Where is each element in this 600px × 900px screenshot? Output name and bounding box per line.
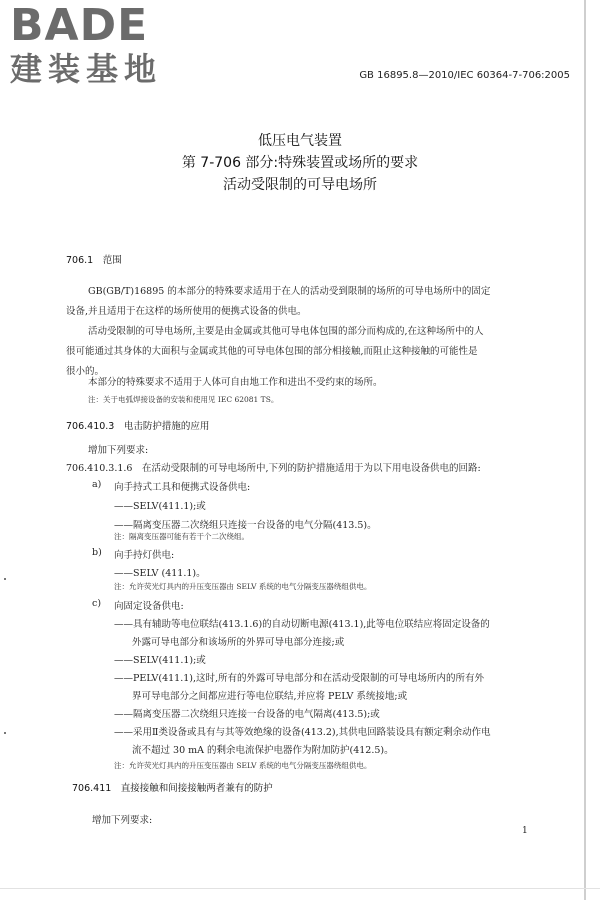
list-subitem-cont: 界可导电部分之间都应进行等电位联结,并应将 PELV 系统接地;或 xyxy=(132,691,408,702)
list-item-a: 向手持式工具和便携式设备供电: xyxy=(114,482,251,493)
title-line-1: 低压电气装置 xyxy=(258,133,342,149)
logo-latin: BADE xyxy=(10,0,149,51)
scan-edge-bottom xyxy=(0,888,600,889)
list-subitem: ——SELV(411.1);或 xyxy=(114,655,206,666)
list-item-c: 向固定设备供电: xyxy=(114,601,184,612)
list-subitem-cont: 流不超过 30 mA 的剩余电流保护电器作为附加防护(412.5)。 xyxy=(132,745,394,756)
section-heading-protection: 706.410.3 电击防护措施的应用 xyxy=(66,421,210,432)
list-subitem: ——PELV(411.1),这时,所有的外露可导电部分和在活动受限制的可导电场所内的所有外 xyxy=(114,673,485,684)
list-label-a: a) xyxy=(92,479,102,490)
paragraph-line: 很小的。 xyxy=(66,366,105,377)
logo-cjk: 建装基地 xyxy=(10,50,163,88)
list-subitem: ——隔离变压器二次绕组只连接一台设备的电气隔离(413.5);或 xyxy=(114,709,380,720)
list-subitem: ——采用Ⅱ类设备或具有与其等效绝缘的设备(413.2),其供电回路装设具有额定剩余动作电 xyxy=(114,727,491,738)
scan-speck xyxy=(4,578,6,580)
paragraph-line: 很可能通过其身体的大面积与金属或其他的可导电体包围的部分相接触,而阻止这种接触的可能性是 xyxy=(66,346,478,357)
scan-speck xyxy=(4,732,6,734)
note: 注：关于电弧焊接设备的安装和使用见 IEC 62081 TS。 xyxy=(88,395,279,404)
page-number: 1 xyxy=(522,826,528,836)
paragraph-line: 增加下列要求: xyxy=(88,445,149,456)
paragraph-line: GB(GB/T)16895 的本部分的特殊要求适用于在人的活动受到限制的场所的可导电场所中的固定 xyxy=(88,286,491,297)
paragraph-line: 设备,并且适用于在这样的场所使用的便携式设备的供电。 xyxy=(66,306,307,317)
clause-line: 706.410.3.1.6 在活动受限制的可导电场所中,下列的防护措施适用于为以下用电设备供电的回路: xyxy=(66,463,481,474)
list-label-c: c) xyxy=(92,598,102,609)
paragraph-line: 增加下列要求: xyxy=(92,815,153,826)
note: 注：允许荧光灯具内的升压变压器由 SELV 系统的电气分隔变压器绕组供电。 xyxy=(114,761,372,770)
note: 注：隔离变压器可能有若干个二次绕组。 xyxy=(114,532,249,541)
paragraph-line: 本部分的特殊要求不适用于人体可自由地工作和进出不受约束的场所。 xyxy=(88,377,383,388)
note: 注：允许荧光灯具内的升压变压器由 SELV 系统的电气分隔变压器绕组供电。 xyxy=(114,582,372,591)
list-subitem: ——SELV(411.1);或 xyxy=(114,501,206,512)
standard-number: GB 16895.8—2010/IEC 60364-7-706:2005 xyxy=(359,70,570,81)
list-subitem-cont: 外露可导电部分和该场所的外界可导电部分连接;或 xyxy=(132,637,345,648)
section-heading-scope: 706.1 范围 xyxy=(66,255,122,266)
title-line-2: 第 7-706 部分:特殊装置或场所的要求 xyxy=(181,155,419,171)
list-label-b: b) xyxy=(92,547,102,558)
section-heading-contact: 706.411 直接接触和间接接触两者兼有的防护 xyxy=(72,783,273,794)
list-subitem: ——隔离变压器二次绕组只连接一台设备的电气分隔(413.5)。 xyxy=(114,520,377,531)
list-subitem: ——具有辅助等电位联结(413.1.6)的自动切断电源(413.1),此等电位联结应将固定设备的 xyxy=(114,619,490,630)
scan-edge xyxy=(584,0,586,900)
list-item-b: 向手持灯供电: xyxy=(114,550,175,561)
title-line-3: 活动受限制的可导电场所 xyxy=(223,177,377,193)
list-subitem: ——SELV (411.1)。 xyxy=(114,568,206,579)
logo xyxy=(10,2,180,88)
paragraph-line: 活动受限制的可导电场所,主要是由金属或其他可导电体包围的部分而构成的,在这种场所中的人 xyxy=(88,326,484,337)
